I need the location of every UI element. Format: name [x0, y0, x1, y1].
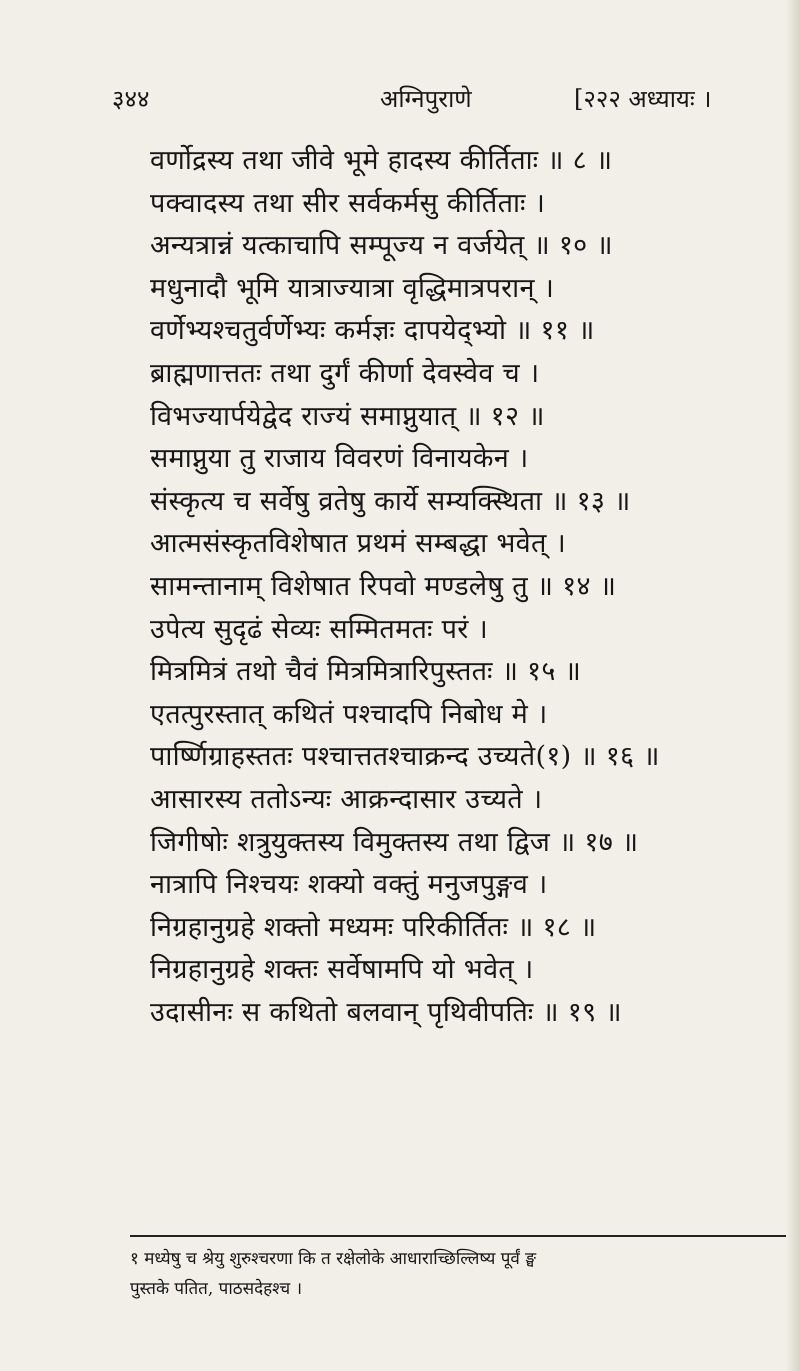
page-number: ३४४ — [112, 85, 150, 113]
verse-block — [150, 140, 764, 1034]
verse-line: पार्ष्णिग्राहस्ततः पश्चात्ततश्चाक्रन्द उच्यते(१) ॥ १६ ॥ — [150, 741, 660, 773]
verse-line: अन्यत्रान्नं यत्काचापि सम्पूज्य न वर्जयेत् ॥ १० ॥ — [150, 230, 613, 262]
verse-line: मधुनादौ भूमि यात्राज्यात्रा वृद्धिमात्रपरान् । — [150, 272, 555, 304]
page-edge-shadow — [786, 0, 800, 1371]
verse-line: उदासीनः स कथितो बलवान् पृथिवीपतिः ॥ १९ ॥ — [150, 996, 622, 1028]
footnote-line: पुस्तके पतित, पाठसदेहश्च । — [130, 1279, 303, 1299]
verse-line: विभज्यार्पयेद्वेद राज्यं समाप्नुयात् ॥ १२ ॥ — [150, 400, 545, 432]
verse-line: निग्रहानुग्रहे शक्तो मध्यमः परिकीर्तितः ॥ १८ ॥ — [150, 911, 597, 943]
verse-line: संस्कृत्य च सर्वेषु व्रतेषु कार्ये सम्यक्स्थिता ॥ १३ ॥ — [150, 485, 631, 517]
verse-line: मित्रमित्रं तथो चैवं मित्रमित्रारिपुस्ततः ॥ १५ ॥ — [150, 656, 582, 688]
verse-line: वर्णोद्रस्य तथा जीवे भूमे हादस्य कीर्तिताः ॥ ८ ॥ — [150, 145, 613, 176]
verse-line: उपेत्य सुदृढं सेव्यः सम्मितमतः परं । — [150, 613, 488, 645]
verse-line: आसारस्य ततोऽन्यः आक्रन्दासार उच्यते । — [150, 783, 543, 815]
chapter-reference: [२२२ अध्यायः । — [574, 85, 712, 113]
verse-line: समाप्नुया तु राजाय विवरणं विनायकेन । — [150, 443, 529, 475]
verse-line: जिगीषोः शत्रुयुक्तस्य विमुक्तस्य तथा द्विज ॥ १७ ॥ — [150, 826, 639, 858]
verse-line: निग्रहानुग्रहे शक्तः सर्वेषामपि यो भवेत् । — [150, 954, 534, 986]
running-title: अग्निपुराणे — [380, 85, 472, 113]
verse-line: सामन्तानाम् विशेषात रिपवो मण्डलेषु तु ॥ १४ ॥ — [150, 570, 617, 602]
footnotes — [130, 1244, 790, 1304]
footnote-line: १ मध्येषु च श्रेयु शुरुश्चरणा कि त रक्षेलोके आधाराच्छिल्लिष्य पूर्वं ङ्घ — [130, 1249, 537, 1269]
verse-line: वर्णेभ्यश्चतुर्वर्णेभ्यः कर्मज्ञः दापयेद्भ्यो ॥ ११ ॥ — [150, 315, 595, 347]
verse-line: आत्मसंस्कृतविशेषात प्रथमं सम्बद्धा भवेत् । — [150, 528, 567, 560]
verse-line: नात्रापि निश्चयः शक्यो वक्तुं मनुजपुङ्गव । — [150, 869, 548, 901]
verse-line: ब्राह्मणात्ततः तथा दुर्गं कीर्णा देवस्वेव च । — [150, 357, 540, 389]
verse-line: एतत्पुरस्तात् कथितं पश्चादपि निबोध मे । — [150, 698, 548, 730]
footnote-divider — [130, 1235, 790, 1237]
page-header — [112, 82, 764, 122]
verse-line: पक्वादस्य तथा सीर सर्वकर्मसु कीर्तिताः । — [150, 187, 546, 219]
